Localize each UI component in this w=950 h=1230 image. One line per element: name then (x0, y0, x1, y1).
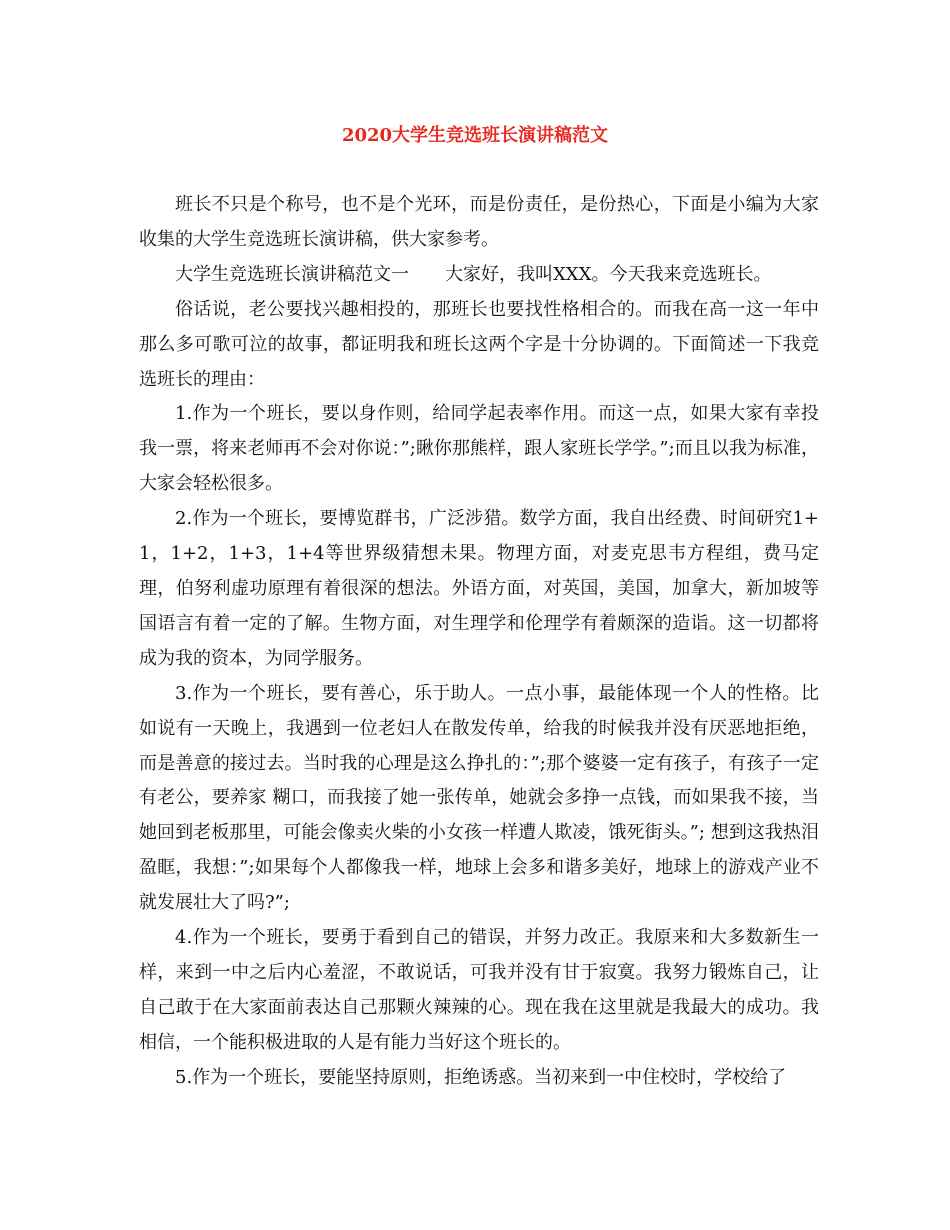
document-body (139, 188, 819, 1096)
paragraph-reason-3: 3.作为一个班长，要有善心，乐于助人。一点小事，最能体现一个人的性格。比如说有一天晚上，我遇到一位老妇人在散发传单，给我的时候我并没有厌恶地拒绝，而是善意的接过去。当时我的心理是这么挣扎的：”;那个婆婆一定有孩子，有孩子一定有老公，要养家 糊口，而我接了她一张传单，她就会多挣一点钱，而如果我不接，当她回到老板那里，可能会像卖火柴的小女孩一样遭人欺凌，饿死街头。”; 想到这我热泪盈眶，我想：”;如果每个人都像我一样，地球上会多和谐多美好，地球上的游戏产业不就发展壮大了吗?”; (139, 682, 819, 914)
paragraph-preface: 俗话说，老公要找兴趣相投的，那班长也要找性格相合的。而我在高一这一年中那么多可歌可泣的故事，都证明我和班长这两个字是十分协调的。下面简述一下我竞选班长的理由： (139, 298, 819, 390)
paragraph-reason-4: 4.作为一个班长，要勇于看到自己的错误，并努力改正。我原来和大多数新生一样，来到一中之后内心羞涩，不敢说话，可我并没有甘于寂寞。我努力锻炼自己，让自己敢于在大家面前表达自己那颗火辣辣的心。现在我在这里就是我最大的成功。我相信，一个能积极进取的人是有能力当好这个班长的。 (139, 927, 819, 1053)
paragraph-intro: 班长不只是个称号，也不是个光环，而是份责任，是份热心，下面是小编为大家收集的大学生竞选班长演讲稿，供大家参考。 (139, 194, 819, 250)
paragraph-reason-1: 1.作为一个班长，要以身作则，给同学起表率作用。而这一点，如果大家有幸投我一票，将来老师再不会对你说：”;瞅你那熊样，跟人家班长学学。”;而且以我为标准，大家会轻松很多。 (139, 403, 819, 495)
paragraph-reason-2: 2.作为一个班长，要博览群书，广泛涉猎。数学方面，我自出经费、时间研究1+1，1+2，1+3，1+4等世界级猜想未果。物理方面，对麦克思韦方程组，费马定理，伯努利虚功原理有着很深的想法。外语方面，对英国，美国，加拿大，新加坡等国语言有着一定的了解。生物方面，对生理学和伦理学有着颇深的造诣。这一切都将成为我的资本，为同学服务。 (139, 508, 819, 669)
paragraph-reason-5: 5.作为一个班长，要能坚持原则，拒绝诱惑。当初来到一中住校时，学校给了 (175, 1066, 787, 1088)
document-title: 2020大学生竞选班长演讲稿范文 (341, 125, 609, 146)
paragraph-greeting: 大学生竞选班长演讲稿范文一 大家好，我叫XXX。今天我来竞选班长。 (175, 263, 772, 285)
